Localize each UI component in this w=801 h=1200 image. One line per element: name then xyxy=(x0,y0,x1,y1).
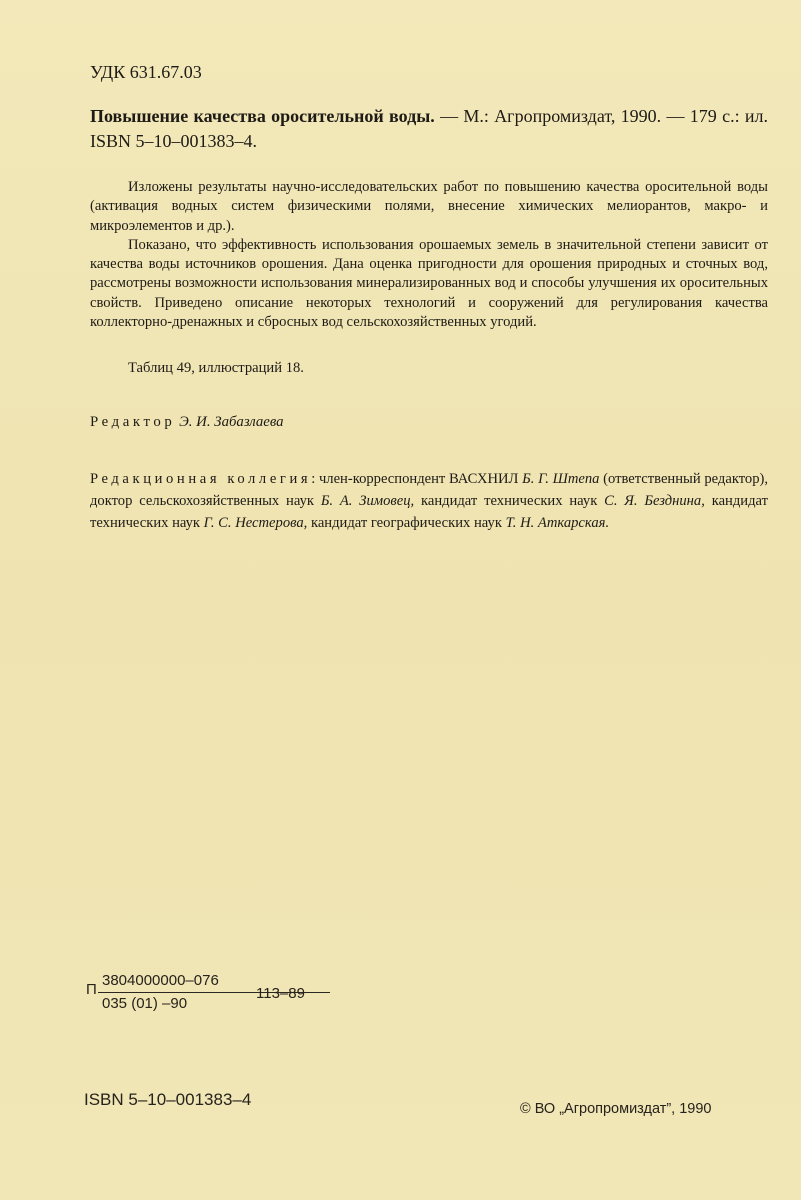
board-text-2: (ответственный редактор), доктор сельскохозяйственных наук xyxy=(90,471,769,509)
udk-code: УДК 631.67.03 xyxy=(90,62,202,82)
abstract-paragraph-2: Показано, что эффективность использования орошаемых земель в значительной степени зависит от качества воды источников орошения. Дана оценка пригодности для орошения природных и сточных вод, рассмотрены возможности использования минерализированных вод и способы улучшения их оросительных свойств. Приведено описание некоторых технологий и сооружений для регулирования качества коллекторно-дренажных и сбросных вод сельскохозяйственных угодий. xyxy=(90,236,768,331)
abstract xyxy=(90,178,768,332)
board-text-5: кандидат географических наук xyxy=(307,515,506,531)
board-member-2: Б. А. Зимовец, xyxy=(320,493,415,509)
board-member-4: Г. С. Нестерова, xyxy=(203,515,308,531)
copyright: © ВО „Агропромиздат”, 1990 xyxy=(520,1101,712,1117)
isbn: ISBN 5–10–001383–4 xyxy=(84,1090,252,1109)
bibliographic-record xyxy=(90,104,768,154)
editorial-board xyxy=(90,468,768,534)
formula-numerator: 3804000000–076 xyxy=(102,972,219,989)
editor-label: Редактор xyxy=(90,414,176,430)
board-text-1: член-корреспондент ВАСХНИЛ xyxy=(318,471,523,487)
board-member-5: Т. Н. Аткарская. xyxy=(505,515,610,531)
book-title: Повышение качества оросительной воды. xyxy=(90,106,435,126)
board-member-1: Б. Г. Штепа xyxy=(522,471,600,487)
tables-illustrations-count: Таблиц 49, иллюстраций 18. xyxy=(128,360,304,376)
publication-details: — М.: Агропромиздат, 1990. — 179 с.: ил. ISBN 5–10–001383–4. xyxy=(90,106,768,151)
editorial-board-label: Редакционная коллегия xyxy=(90,471,312,487)
formula-code: 113–89 xyxy=(256,985,305,1002)
editor-name: Э. И. Забазлаева xyxy=(179,414,284,430)
board-member-3: С. Я. Безднина, xyxy=(604,493,705,509)
board-text-4: кандидат технических наук xyxy=(90,493,768,531)
abstract-paragraph-1: Изложены результаты научно-исследовательских работ по повышению качества оросительной воды (активация водных систем физическими полями, внесение химических мелиорантов, макро- и микроэлементов и др.). xyxy=(90,179,768,234)
formula-prefix: П xyxy=(86,981,97,998)
editorial-board-separator: : xyxy=(311,471,319,487)
board-text-3: кандидат технических наук xyxy=(414,493,605,509)
formula-denominator: 035 (01) –90 xyxy=(102,995,188,1012)
editor-line xyxy=(90,414,768,431)
